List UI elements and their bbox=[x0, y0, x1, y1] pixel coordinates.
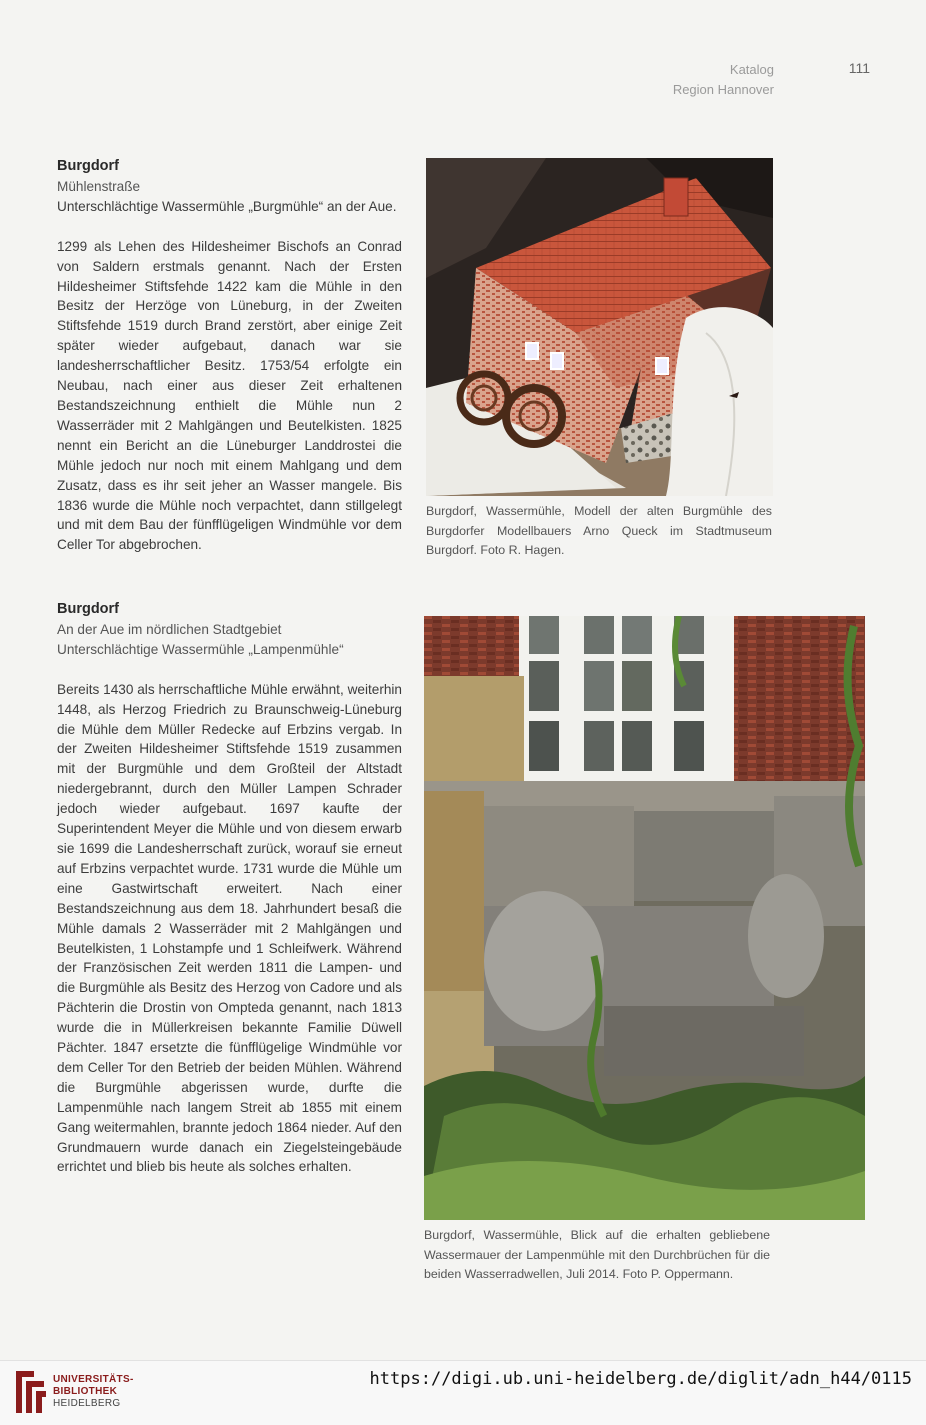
library-name bbox=[53, 1374, 134, 1410]
catalog-entry-lampenmuehle bbox=[57, 600, 402, 1177]
catalog-entry-burgmuehle bbox=[57, 157, 402, 555]
running-header-section: Katalog bbox=[729, 62, 774, 77]
entry-title: Burgdorf bbox=[57, 601, 120, 617]
mill-model-illustration bbox=[426, 158, 773, 496]
library-footer bbox=[0, 1360, 926, 1425]
entry-location: An der Aue im nördlichen Stadtgebiet bbox=[57, 621, 282, 637]
permalink-url[interactable]: https://digi.ub.uni-heidelberg.de/diglit/adn_h44/0115 bbox=[369, 1369, 912, 1389]
mill-wall-illustration bbox=[424, 616, 865, 1220]
entry-body: Bereits 1430 als herrschaftliche Mühle erwähnt, weiterhin 1448, als Herzog Friedrich zu Braunschweig-Lüneburg die Mühle dem Müller Redecke auf Erbzins vergab. In der Zweiten Hildesheimer Stiftsfehde 1519 zusammen mit der Burgmühle und dem Großteil der Altstadt niedergebrannt, durch den Müller Lampen Schrader jedoch wieder aufgebaut. 1697 kaufte der Superintendent Meyer die Mühle und von diesem erwarb sie 1699 die Landesherrschaft zurück, worauf sie erneut auf Erbzins verpachtet wurde. 1731 wurde die Mühle um eine Gastwirtschaft erweitert. Nach einer Bestandszeichnung aus dem 18. Jahrhundert besaß die Mühle damals 2 Wasserräder mit 2 Mahlgängen und Beutelkisten, 1 Lohstampfe und 1 Schleifwerk. Während der Französischen Zeit werden 1811 die Lampen- und die Burgmühle als Besitz des Herzog von Cadore und als Pächterin die Drostin von Ompteda genannt, nach 1813 wurde die in Müllerkreisen bekannte Familie Düwell Pächter. 1847 ersetzte die fünfflügelige Windmühle vor dem Celler Tor den Betrieb der beiden Mühlen. Während die Burgmühle abgerissen wurde, durfte die Lampenmühle nach langem Streit ab 1855 mit einem Gang weitermahlen, brannte jedoch 1864 nieder. Auf den Grundmauern wurde danach ein Ziegelsteingebäude errichtet und blieb bis heute als solches erhalten. bbox=[57, 681, 402, 1175]
entry-body: 1299 als Lehen des Hildesheimer Bischofs an Conrad von Saldern erstmals genannt. Nach der Ersten Hildesheimer Stiftsfehde 1422 kam die Mühle in den Besitz der Herzöge von Lüneburg, in der Zweiten Stiftsfehde 1519 durch Brand zerstört, aber einige Zeit später wieder aufgebaut, danach war sie landesherrschaftlicher Besitz. 1753/54 erfolgte ein Neubau, nach einer aus dieser Zeit erhaltenen Bestandszeichnung enthielt die Mühle nun 2 Wasserräder mit 2 Mahlgängen und Beutelkisten. 1825 nennt ein Bericht an die Lüneburger Landdrostei die Mühle jedoch nur noch mit einem Mahlgang und dem Zusatz, dass es ihr seit jeher an Wasser mangele. Bis 1836 wurde die Mühle noch verpachtet, dann stillgelegt und mit dem Bau der fünfflügeligen Windmühle vor dem Celler Tor abgebrochen. bbox=[57, 238, 402, 553]
photo-mill-model bbox=[426, 158, 773, 496]
entry-type: Unterschlächtige Wassermühle „Burgmühle“ an der Aue. bbox=[57, 198, 397, 214]
entry-location: Mühlenstraße bbox=[57, 178, 141, 194]
heidelberg-library-logo-icon bbox=[12, 1369, 48, 1415]
entry-type: Unterschlächtige Wassermühle „Lampenmühle“ bbox=[57, 641, 344, 657]
library-name-line1: UNIVERSITÄTS- bbox=[53, 1374, 134, 1385]
library-name-line2: BIBLIOTHEK bbox=[53, 1386, 118, 1397]
entry-title: Burgdorf bbox=[57, 158, 120, 174]
running-header-region: Region Hannover bbox=[672, 82, 774, 97]
running-header bbox=[640, 60, 774, 100]
caption-mill-wall: Burgdorf, Wassermühle, Blick auf die erhalten gebliebene Wassermauer der Lampenmühle mit den Durchbrüchen für die beiden Wasserradwellen, Juli 2014. Foto P. Oppermann. bbox=[424, 1228, 770, 1281]
photo-mill-wall bbox=[424, 616, 865, 1220]
page-number: 111 bbox=[848, 60, 870, 76]
library-name-line3: HEIDELBERG bbox=[53, 1398, 121, 1409]
caption-mill-model: Burgdorf, Wassermühle, Modell der alten Burgmühle des Burgdorfer Modellbauers Arno Queck im Stadtmuseum Burgdorf. Foto R. Hagen. bbox=[426, 504, 772, 557]
